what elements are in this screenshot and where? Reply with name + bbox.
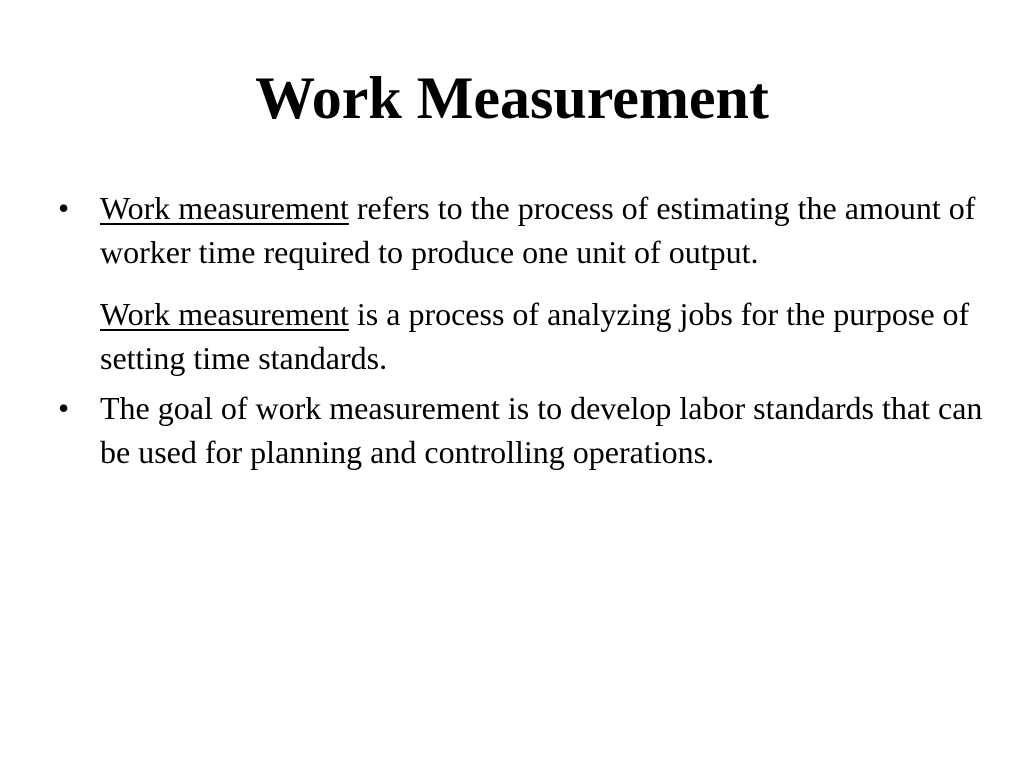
paragraph-text: refers to the process of estimating the amount of worker time required to produce one unit of output. <box>100 190 976 270</box>
underlined-term: Work measurement <box>100 190 349 226</box>
bullet-item-definition <box>58 186 988 380</box>
paragraph-text: is a process of analyzing jobs for the purpose of setting time standards. <box>100 296 970 376</box>
definition-paragraph-1 <box>100 186 988 274</box>
definition-paragraph-2 <box>100 292 988 380</box>
bullet-marker: • <box>58 390 70 426</box>
bullet-marker: • <box>58 190 70 226</box>
underlined-term: Work measurement <box>100 296 349 332</box>
slide-title: Work Measurement <box>255 65 769 131</box>
bullet-item-goal <box>58 386 988 474</box>
bullet-list <box>58 186 988 474</box>
goal-paragraph: The goal of work measurement is to develop labor standards that can be used for planning and controlling operations. <box>100 390 983 470</box>
